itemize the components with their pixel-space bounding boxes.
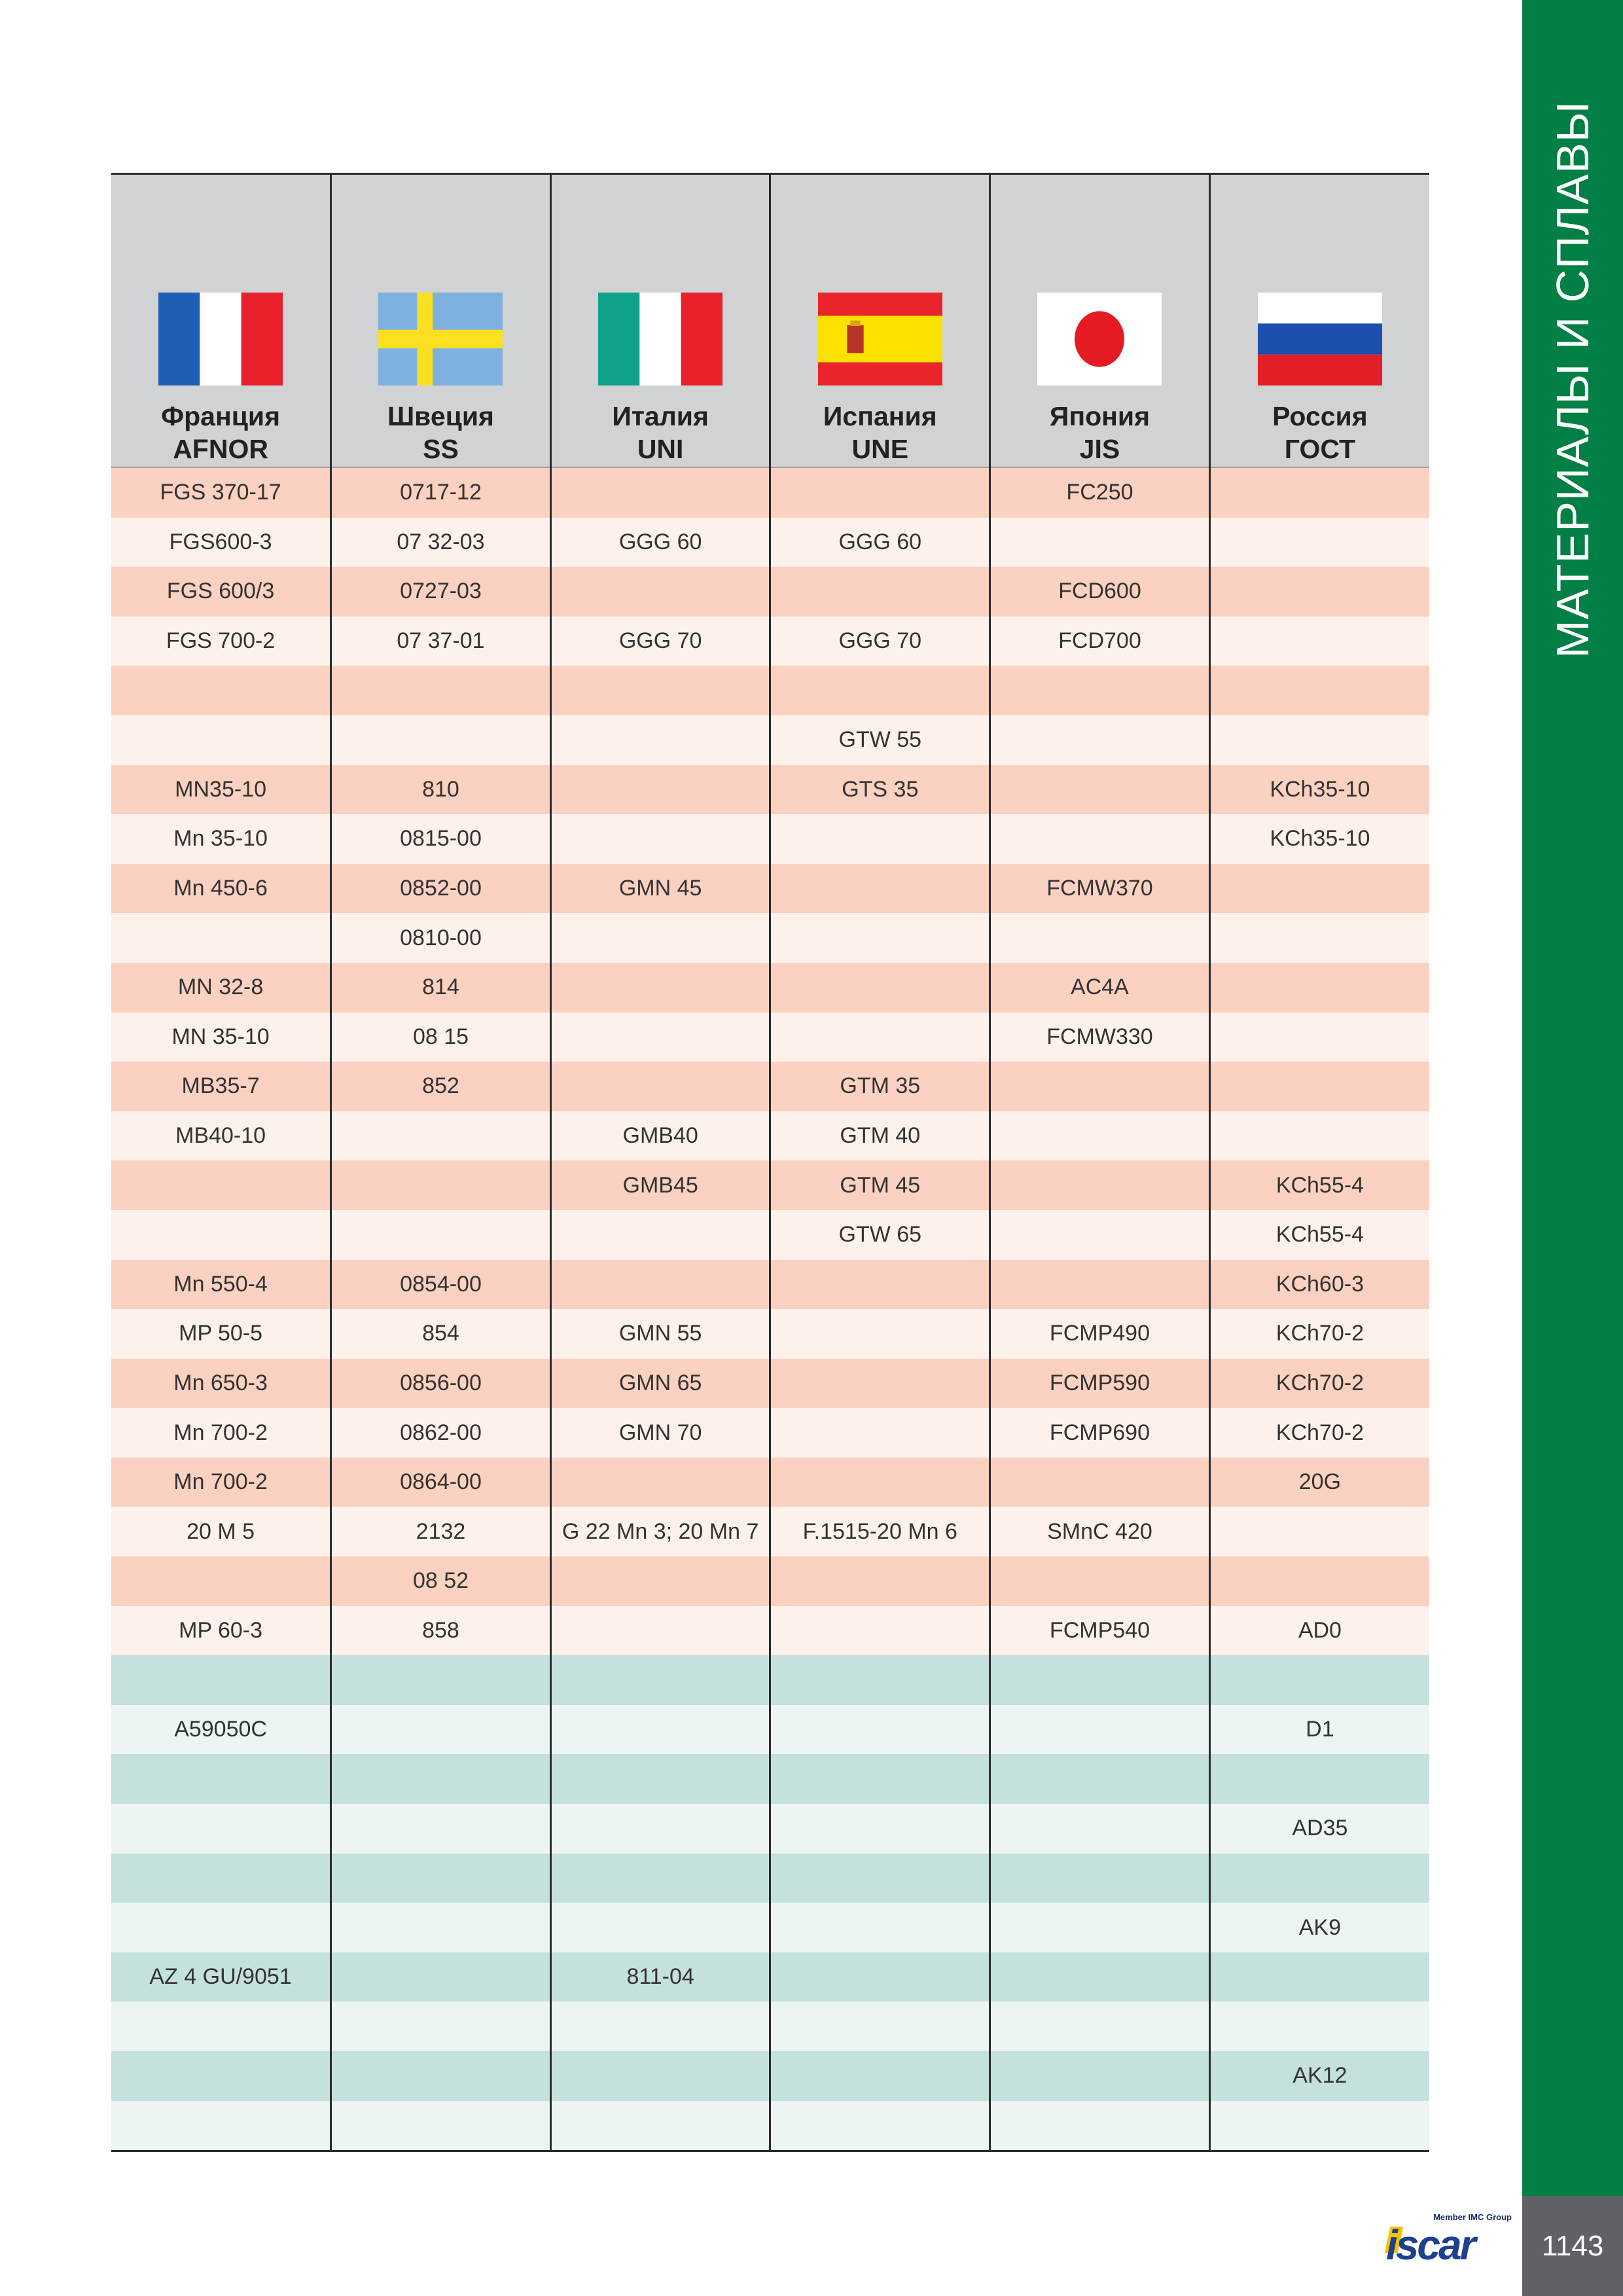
table-row xyxy=(111,1655,1429,1705)
table-cell xyxy=(111,1160,331,1210)
table-cell xyxy=(550,2101,770,2151)
table-cell xyxy=(990,1556,1210,1606)
table-cell: GTM 40 xyxy=(770,1111,990,1161)
table-cell xyxy=(770,2051,990,2101)
table-cell xyxy=(331,1111,551,1161)
table-cell xyxy=(770,1705,990,1755)
table-cell xyxy=(770,1903,990,1952)
table-cell: 20 M 5 xyxy=(111,1507,331,1556)
table-cell: AD0 xyxy=(1209,1606,1429,1656)
table-cell: 08 15 xyxy=(331,1013,551,1062)
table-cell: FC250 xyxy=(990,467,1210,518)
table-cell xyxy=(990,1705,1210,1755)
table-cell xyxy=(550,1260,770,1310)
table-cell: AZ 4 GU/9051 xyxy=(111,1952,331,2002)
table-cell xyxy=(770,1655,990,1705)
table-cell: KCh55-4 xyxy=(1209,1210,1429,1260)
table-cell xyxy=(1209,1062,1429,1111)
table-cell: FCMP690 xyxy=(990,1408,1210,1458)
table-cell: A59050C xyxy=(111,1705,331,1755)
table-cell: GTM 45 xyxy=(770,1160,990,1210)
table-cell xyxy=(990,1210,1210,1260)
table-cell xyxy=(770,1754,990,1804)
italy-flag-icon xyxy=(598,293,722,386)
table-cell xyxy=(331,1903,551,1952)
table-cell xyxy=(1209,1952,1429,2002)
country-name: Италия xyxy=(612,401,709,431)
table-cell: KCh35-10 xyxy=(1209,814,1429,864)
table-cell: 0717-12 xyxy=(331,467,551,518)
table-cell xyxy=(770,2101,990,2151)
table-cell xyxy=(331,1655,551,1705)
table-cell: Mn 35-10 xyxy=(111,814,331,864)
table-cell xyxy=(550,1062,770,1111)
table-body xyxy=(111,467,1429,2151)
table-row xyxy=(111,1458,1429,1507)
table-cell: GTS 35 xyxy=(770,765,990,815)
japan-flag-icon xyxy=(1037,293,1162,386)
table-cell: MP 60-3 xyxy=(111,1606,331,1656)
table-row xyxy=(111,715,1429,765)
table-cell xyxy=(1209,1655,1429,1705)
table-cell xyxy=(550,2001,770,2051)
table-cell xyxy=(1209,1013,1429,1062)
table-cell: F.1515-20 Mn 6 xyxy=(770,1507,990,1556)
iscar-logo xyxy=(1386,2212,1514,2269)
table-cell xyxy=(770,467,990,518)
materials-comparison-table xyxy=(111,173,1429,2152)
table-cell: MP 50-5 xyxy=(111,1309,331,1359)
table-row xyxy=(111,1952,1429,2002)
table-cell xyxy=(770,814,990,864)
table-cell xyxy=(111,1754,331,1804)
table-cell xyxy=(111,913,331,963)
table-cell xyxy=(1209,617,1429,666)
table-cell xyxy=(111,1903,331,1952)
table-cell xyxy=(990,2001,1210,2051)
table-cell: 2132 xyxy=(331,1507,551,1556)
table-cell xyxy=(331,1952,551,2002)
table-cell xyxy=(990,1804,1210,1854)
table-cell: 0727-03 xyxy=(331,567,551,617)
table-cell: GTW 55 xyxy=(770,715,990,765)
table-cell xyxy=(111,666,331,715)
table-cell: MB35-7 xyxy=(111,1062,331,1111)
table-row xyxy=(111,1210,1429,1260)
table-cell: FGS 700-2 xyxy=(111,617,331,666)
country-name: Япония xyxy=(1049,401,1150,431)
sweden-flag-icon xyxy=(378,293,503,386)
table-row xyxy=(111,2001,1429,2051)
table-cell xyxy=(1209,1111,1429,1161)
table-cell xyxy=(331,1854,551,1903)
country-name: Россия xyxy=(1272,401,1368,431)
table-cell: 854 xyxy=(331,1309,551,1359)
table-cell xyxy=(111,1655,331,1705)
standard-name: AFNOR xyxy=(173,434,268,464)
table-cell: 852 xyxy=(331,1062,551,1111)
table-cell xyxy=(770,1408,990,1458)
table-cell xyxy=(1209,715,1429,765)
table-row xyxy=(111,864,1429,914)
table-cell: KCh60-3 xyxy=(1209,1260,1429,1310)
table-cell xyxy=(331,2051,551,2101)
column-header xyxy=(111,174,331,468)
table-row xyxy=(111,814,1429,864)
table-cell xyxy=(1209,1854,1429,1903)
table-cell: GGG 60 xyxy=(550,518,770,567)
table-row xyxy=(111,765,1429,815)
standard-name: UNI xyxy=(637,434,684,464)
table-cell: 810 xyxy=(331,765,551,815)
table-row xyxy=(111,963,1429,1013)
table-row xyxy=(111,1013,1429,1062)
table-cell xyxy=(990,666,1210,715)
table-cell: Mn 650-3 xyxy=(111,1359,331,1408)
table-cell: Mn 700-2 xyxy=(111,1408,331,1458)
table-cell: GMN 65 xyxy=(550,1359,770,1408)
table-cell: AK12 xyxy=(1209,2051,1429,2101)
table-cell: FCMW370 xyxy=(990,864,1210,914)
standard-name: SS xyxy=(423,434,459,464)
table-cell xyxy=(990,2051,1210,2101)
table-cell xyxy=(331,1754,551,1804)
table-cell xyxy=(550,1854,770,1903)
table-cell: SMnC 420 xyxy=(990,1507,1210,1556)
table-cell: FGS600-3 xyxy=(111,518,331,567)
table-cell xyxy=(550,814,770,864)
table-cell xyxy=(331,2101,551,2151)
table-cell: GMB40 xyxy=(550,1111,770,1161)
section-title: МАТЕРИАЛЫ И СПЛАВЫ xyxy=(1547,101,1598,658)
table-cell xyxy=(770,1013,990,1062)
table-cell: FGS 600/3 xyxy=(111,567,331,617)
table-cell xyxy=(111,1210,331,1260)
table-cell: AK9 xyxy=(1209,1903,1429,1952)
table-cell: 0862-00 xyxy=(331,1408,551,1458)
table-cell: 811-04 xyxy=(550,1952,770,2002)
table-row xyxy=(111,1754,1429,1804)
table-cell xyxy=(331,1804,551,1854)
table-cell xyxy=(111,2001,331,2051)
table-cell: KCh70-2 xyxy=(1209,1408,1429,1458)
table-row xyxy=(111,1359,1429,1408)
table-cell: GGG 70 xyxy=(550,617,770,666)
table-cell xyxy=(990,518,1210,567)
column-header xyxy=(1209,174,1429,468)
table-cell xyxy=(990,1111,1210,1161)
table-cell: GMB45 xyxy=(550,1160,770,1210)
table-cell: GTW 65 xyxy=(770,1210,990,1260)
table-cell xyxy=(770,2001,990,2051)
country-name: Франция xyxy=(161,401,281,431)
table-cell: 814 xyxy=(331,963,551,1013)
logo-tagline: Member IMC Group xyxy=(1433,2212,1512,2222)
table-cell xyxy=(770,1854,990,1903)
table-cell: GTM 35 xyxy=(770,1062,990,1111)
table-row xyxy=(111,1062,1429,1111)
table-cell: 20G xyxy=(1209,1458,1429,1507)
table-cell: GMN 45 xyxy=(550,864,770,914)
table-row xyxy=(111,1408,1429,1458)
table-row xyxy=(111,1309,1429,1359)
table-cell xyxy=(990,1655,1210,1705)
table-cell xyxy=(990,1754,1210,1804)
table-cell: 07 32-03 xyxy=(331,518,551,567)
table-cell: KCh70-2 xyxy=(1209,1359,1429,1408)
logo-wordmark: iscar xyxy=(1386,2221,1474,2269)
table-row xyxy=(111,666,1429,715)
table-row xyxy=(111,467,1429,518)
table-cell xyxy=(770,1359,990,1408)
table-cell xyxy=(990,814,1210,864)
table-cell xyxy=(111,1556,331,1606)
table-cell: GGG 70 xyxy=(770,617,990,666)
table-cell xyxy=(111,1854,331,1903)
table-cell xyxy=(550,467,770,518)
table-cell xyxy=(111,2051,331,2101)
table-cell xyxy=(990,1062,1210,1111)
table-cell xyxy=(990,1854,1210,1903)
table-row xyxy=(111,1705,1429,1755)
table-cell xyxy=(550,666,770,715)
country-name: Швеция xyxy=(387,401,494,431)
table-cell xyxy=(331,1210,551,1260)
table-cell: FCD600 xyxy=(990,567,1210,617)
table-cell xyxy=(550,765,770,815)
table-cell xyxy=(770,963,990,1013)
table-cell xyxy=(770,1952,990,2002)
table-cell xyxy=(331,715,551,765)
column-header xyxy=(990,174,1210,468)
table-row xyxy=(111,913,1429,963)
table-cell: Mn 450-6 xyxy=(111,864,331,914)
table-cell xyxy=(550,1210,770,1260)
table-cell: 0815-00 xyxy=(331,814,551,864)
table-cell xyxy=(331,2001,551,2051)
table-row xyxy=(111,1556,1429,1606)
table-cell xyxy=(770,1556,990,1606)
column-header xyxy=(770,174,990,468)
table-cell xyxy=(1209,2001,1429,2051)
table-cell xyxy=(770,1804,990,1854)
table-cell xyxy=(990,1458,1210,1507)
table-cell xyxy=(331,1705,551,1755)
table-cell xyxy=(990,1952,1210,2002)
table-cell: FCMW330 xyxy=(990,1013,1210,1062)
country-name: Испания xyxy=(823,401,937,431)
table-cell xyxy=(550,1458,770,1507)
table-cell: GMN 55 xyxy=(550,1309,770,1359)
table-row xyxy=(111,518,1429,567)
table-cell: 0856-00 xyxy=(331,1359,551,1408)
table-row xyxy=(111,2101,1429,2151)
table-cell: KCh70-2 xyxy=(1209,1309,1429,1359)
table-cell xyxy=(770,567,990,617)
table-cell: 0864-00 xyxy=(331,1458,551,1507)
column-header xyxy=(550,174,770,468)
table-cell: FCMP540 xyxy=(990,1606,1210,1656)
table-cell xyxy=(990,2101,1210,2151)
table-cell: MN35-10 xyxy=(111,765,331,815)
table-cell xyxy=(770,913,990,963)
table-cell xyxy=(1209,2101,1429,2151)
table-row xyxy=(111,1903,1429,1952)
table-row xyxy=(111,1854,1429,1903)
table-cell: 0852-00 xyxy=(331,864,551,914)
table-cell xyxy=(990,715,1210,765)
table-header-row xyxy=(111,174,1429,468)
table-cell xyxy=(1209,864,1429,914)
table-cell: 08 52 xyxy=(331,1556,551,1606)
spain-flag-icon xyxy=(818,293,942,386)
table-cell xyxy=(550,2051,770,2101)
table-row xyxy=(111,617,1429,666)
table-cell: FCD700 xyxy=(990,617,1210,666)
table-cell xyxy=(550,1655,770,1705)
table-cell: Mn 700-2 xyxy=(111,1458,331,1507)
table-row xyxy=(111,1160,1429,1210)
table-cell: FCMP490 xyxy=(990,1309,1210,1359)
table-cell xyxy=(111,715,331,765)
table-cell xyxy=(770,666,990,715)
table-cell xyxy=(550,963,770,1013)
standard-name: JIS xyxy=(1079,434,1120,464)
table-cell: 0854-00 xyxy=(331,1260,551,1310)
france-flag-icon xyxy=(158,293,283,386)
table-row xyxy=(111,1260,1429,1310)
table-cell xyxy=(770,1260,990,1310)
table-cell: D1 xyxy=(1209,1705,1429,1755)
table-cell xyxy=(1209,467,1429,518)
table-row xyxy=(111,1111,1429,1161)
table-cell xyxy=(770,1458,990,1507)
standard-name: ГОСТ xyxy=(1284,434,1355,464)
table-row xyxy=(111,1507,1429,1556)
table-cell: MN 35-10 xyxy=(111,1013,331,1062)
table-cell: MB40-10 xyxy=(111,1111,331,1161)
table-row xyxy=(111,567,1429,617)
table-cell: KCh35-10 xyxy=(1209,765,1429,815)
table-cell xyxy=(1209,1556,1429,1606)
table-cell xyxy=(990,1903,1210,1952)
table-cell xyxy=(1209,1507,1429,1556)
table-cell: KCh55-4 xyxy=(1209,1160,1429,1210)
table-cell xyxy=(550,1754,770,1804)
table-cell: MN 32-8 xyxy=(111,963,331,1013)
table-cell xyxy=(1209,567,1429,617)
table-cell: AC4A xyxy=(990,963,1210,1013)
table-row xyxy=(111,1606,1429,1656)
table-cell xyxy=(550,1606,770,1656)
table-cell xyxy=(770,864,990,914)
table-row xyxy=(111,2051,1429,2101)
table-cell: 07 37-01 xyxy=(331,617,551,666)
table-cell xyxy=(990,913,1210,963)
table-cell: AD35 xyxy=(1209,1804,1429,1854)
table-cell: 0810-00 xyxy=(331,913,551,963)
table-cell xyxy=(550,715,770,765)
table-cell: FGS 370-17 xyxy=(111,467,331,518)
table-cell xyxy=(331,666,551,715)
russia-flag-icon xyxy=(1258,293,1382,386)
table-cell xyxy=(1209,1754,1429,1804)
table-cell: GMN 70 xyxy=(550,1408,770,1458)
table-row xyxy=(111,1804,1429,1854)
table-cell: GGG 60 xyxy=(770,518,990,567)
table-cell xyxy=(550,1903,770,1952)
column-header xyxy=(331,174,551,468)
table-cell xyxy=(111,2101,331,2151)
table-cell xyxy=(111,1804,331,1854)
table-cell xyxy=(1209,913,1429,963)
table-cell xyxy=(550,1705,770,1755)
table-cell xyxy=(550,1556,770,1606)
table-cell xyxy=(990,1260,1210,1310)
table-cell xyxy=(550,1804,770,1854)
table-cell xyxy=(1209,963,1429,1013)
table-cell xyxy=(1209,518,1429,567)
table-cell xyxy=(550,567,770,617)
table-cell xyxy=(331,1160,551,1210)
table-cell: G 22 Mn 3; 20 Mn 7 xyxy=(550,1507,770,1556)
table-cell xyxy=(550,913,770,963)
table-cell xyxy=(770,1309,990,1359)
table-cell xyxy=(1209,666,1429,715)
page-number: 1143 xyxy=(1522,2196,1623,2296)
standard-name: UNE xyxy=(851,434,909,464)
table-cell xyxy=(990,765,1210,815)
table-cell: 858 xyxy=(331,1606,551,1656)
table-cell xyxy=(550,1013,770,1062)
table-cell: FCMP590 xyxy=(990,1359,1210,1408)
table-cell xyxy=(770,1606,990,1656)
table-cell xyxy=(990,1160,1210,1210)
table-cell: Mn 550-4 xyxy=(111,1260,331,1310)
